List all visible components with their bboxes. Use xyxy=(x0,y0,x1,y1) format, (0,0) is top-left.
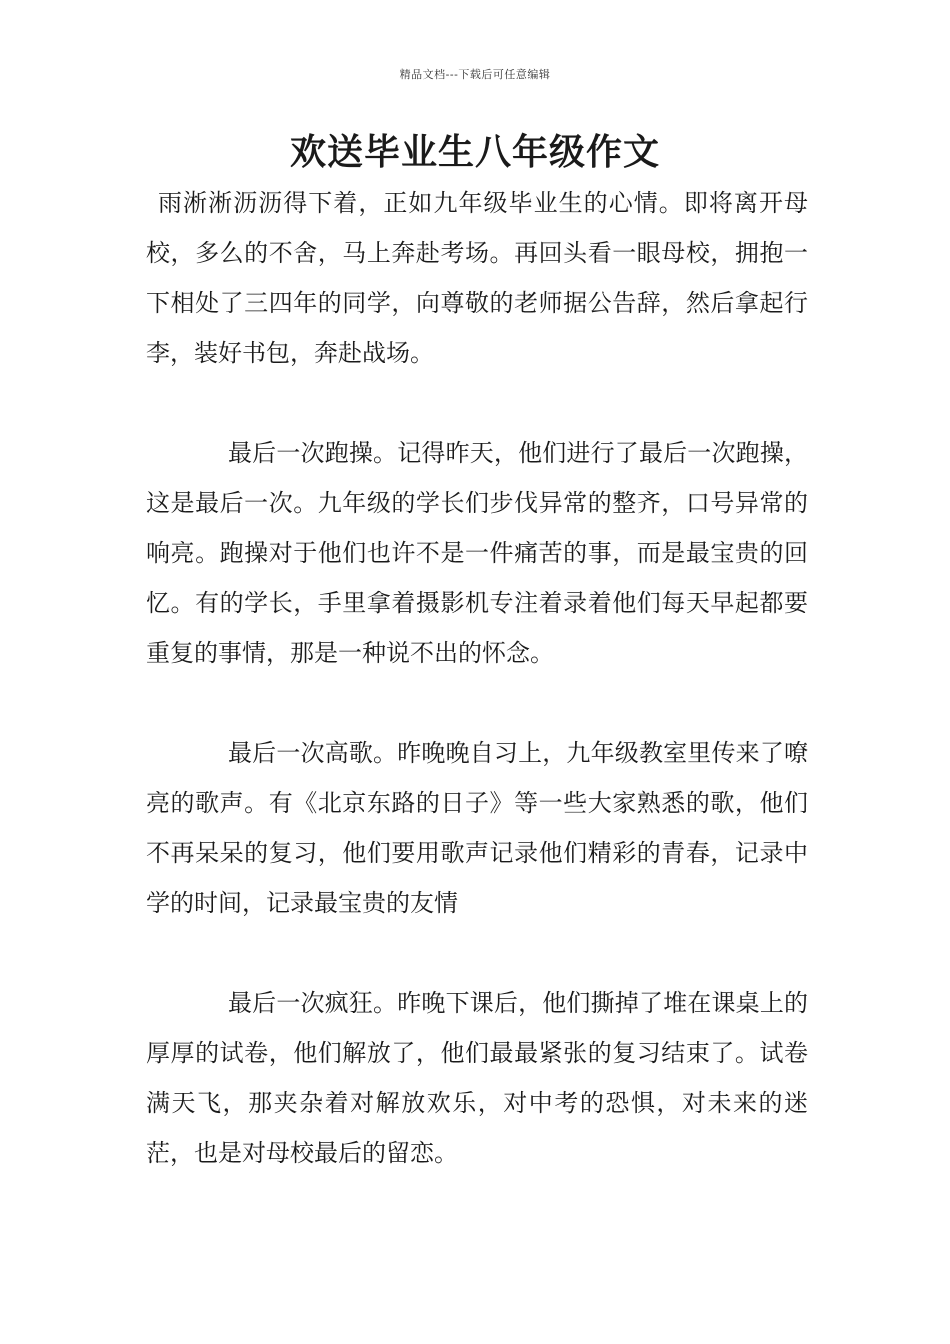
header-note: 精品文档---下载后可任意编辑 xyxy=(399,68,551,81)
paragraph-gap xyxy=(146,378,808,428)
page-title: 欢送毕业生八年级作文 xyxy=(289,131,660,173)
paragraph-gap xyxy=(146,928,808,978)
paragraph-gap xyxy=(146,678,808,728)
paragraph-4: 最后一次疯狂。昨晚下课后，他们撕掉了堆在课桌上的厚厚的试卷，他们解放了，他们最最紧张的复习结束了。试卷满天飞，那夹杂着对解放欢乐，对中考的恐惧，对未来的迷茫，也是对母校最后的留恋。 xyxy=(146,989,808,1167)
paragraph-3: 最后一次高歌。昨晚晚自习上，九年级教室里传来了嘹亮的歌声。有《北京东路的日子》等一些大家熟悉的歌，他们不再呆呆的复习，他们要用歌声记录他们精彩的青春，记录中学的时间，记录最宝贵的友情 xyxy=(146,739,808,917)
article-body xyxy=(146,178,808,1178)
paragraph-2: 最后一次跑操。记得昨天，他们进行了最后一次跑操，这是最后一次。九年级的学长们步伐异常的整齐，口号异常的响亮。跑操对于他们也许不是一件痛苦的事，而是最宝贵的回忆。有的学长，手里拿着摄影机专注着录着他们每天早起都要重复的事情，那是一种说不出的怀念。 xyxy=(146,439,808,667)
paragraph-1: 雨淅淅沥沥得下着，正如九年级毕业生的心情。即将离开母校，多么的不舍，马上奔赴考场。再回头看一眼母校，拥抱一下相处了三四年的同学，向尊敬的老师据公告辞，然后拿起行李，装好书包，奔赴战场。 xyxy=(146,189,808,367)
